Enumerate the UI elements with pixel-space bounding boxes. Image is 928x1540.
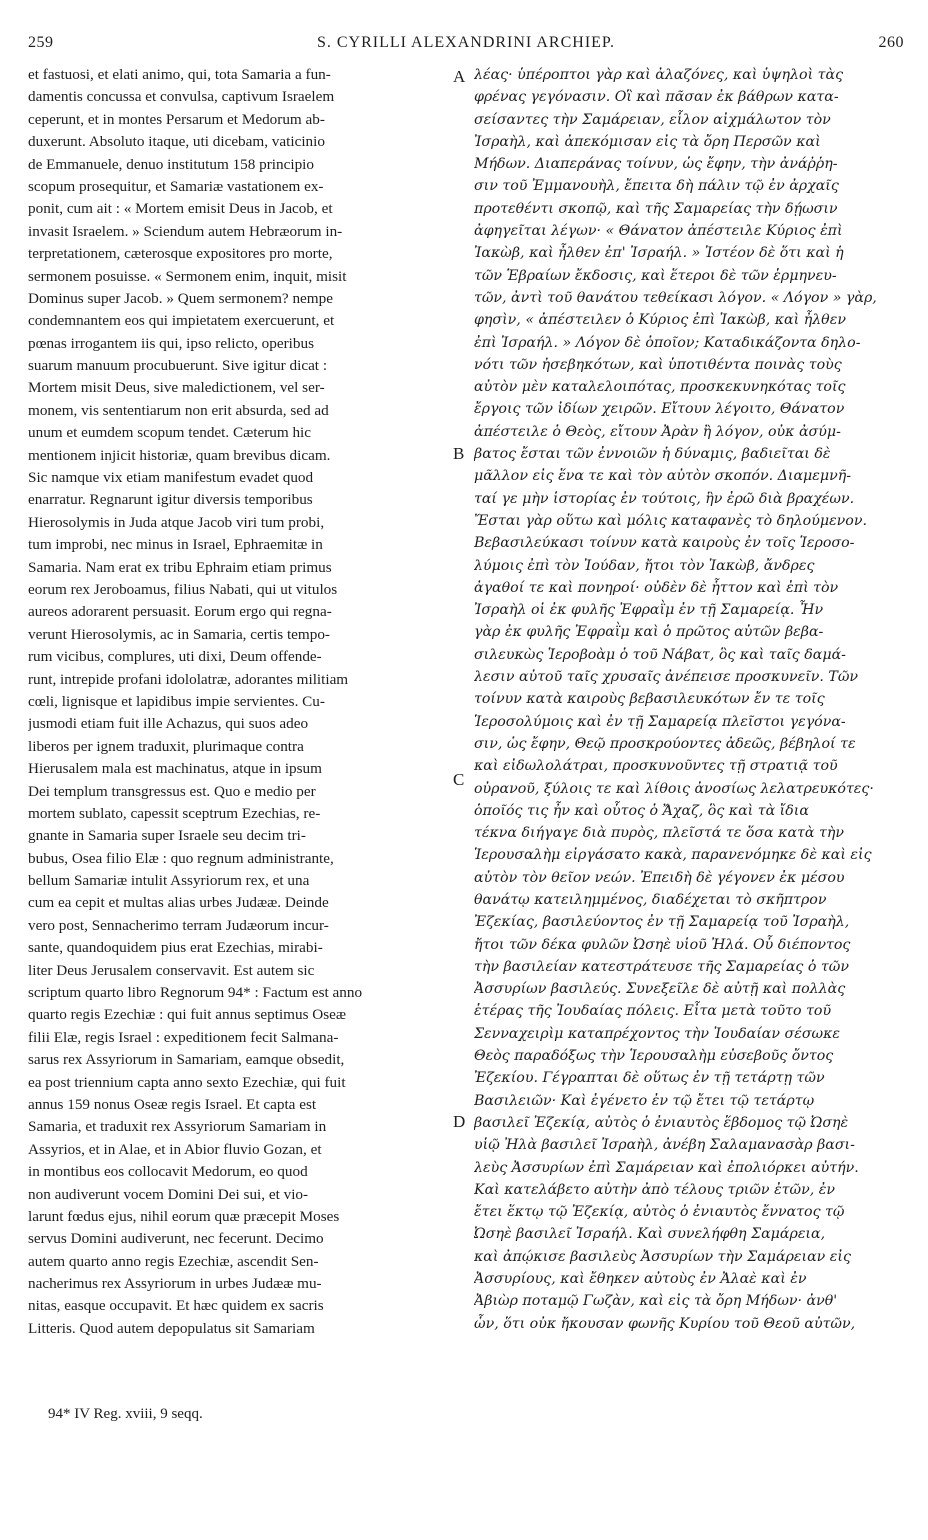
text-line: sante, quandoquidem pius erat Ezechias, mirabi-: [28, 939, 323, 957]
text-line: mentionem injicit historiæ, quam brevibus dicam.: [28, 446, 331, 464]
text-line: Βεβασιλεύκασι τοίνυν κατὰ καιροὺς ἐν τοῖς Ἱεροσο-: [474, 535, 855, 552]
text-line: σιν, ὡς ἔφην, Θεῷ προσκρούοντες ἀδεῶς, βέβηλοί τε: [474, 735, 856, 752]
section-marker-d: D: [453, 1112, 466, 1131]
text-line: nacherimus rex Assyriorum in urbes Judææ mu-: [28, 1275, 322, 1293]
text-line: τοίνυν κατὰ καιροὺς βεβασιλευκότων ἔν τε τοῖς: [474, 691, 825, 708]
text-line: condemnantem eos qui impietatem exercuerunt, et: [28, 312, 335, 330]
text-line: ἀπέστειλε ὁ Θεὸς, εἴτουν Ἀρὰν ἢ λόγον, οὐκ ἀσύμ-: [474, 423, 841, 440]
text-line: liter Deus Jerusalem conservavit. Est autem sic: [28, 961, 315, 979]
text-line: vero post, Sennacherimo terram Judæorum incur-: [28, 916, 329, 934]
text-line: σείσαντες τὴν Σαμάρειαν, εἷλον αἰχμάλωτον τὸν: [474, 111, 831, 128]
text-line: Mortem misit Deus, sive maledictionem, vel ser-: [28, 379, 325, 397]
text-line: λεσιν αὐτοῦ ταῖς χρυσαῖς ἀνέπεισε προσκυνεῖν. Τῶν: [474, 669, 859, 686]
text-line: ὁποῖός τις ἦν καὶ οὗτος ὁ Ἄχαζ, ὃς καὶ τὰ ἴδια: [474, 802, 809, 819]
text-line: monem, vis sententiarum non erit absurda, sed ad: [28, 401, 329, 419]
text-line: Καὶ κατελάβετο αὐτὴν ἀπὸ τέλους τριῶν ἐτῶν, ἐν: [474, 1181, 835, 1198]
text-line: aureos adorarent persuasit. Eorum ergo qui regna-: [28, 603, 332, 621]
text-line: liberos per ignem traduxit, plurimaque contra: [28, 737, 304, 755]
text-line: Dei templum transgressus est. Quo e medio per: [28, 782, 316, 800]
text-line: runt, intrepide profani idololatræ, adorantes militiam: [28, 670, 349, 688]
text-line: rum vicibus, complures, uti dixi, Deum offende-: [28, 648, 322, 666]
text-line: unum et eumdem scopum tendet. Cæterum hic: [28, 424, 312, 442]
text-line: nitas, easque occupavit. Et hæc quidem ex sacris: [28, 1297, 324, 1315]
text-line: damentis concussa et convulsa, captivum Israelem: [28, 88, 335, 106]
text-line: jusmodi etiam fuit ille Achazus, qui suos adeo: [28, 715, 309, 733]
text-line: ἑτέρας τῆς Ἰουδαίας πόλεις. Εἶτα μετὰ τοῦτο τοῦ: [474, 1003, 832, 1020]
text-line: eorum rex Jeroboamus, filius Nabati, qui ut vitulos: [28, 580, 338, 598]
running-header: [28, 34, 904, 60]
text-line: αὐτὸν μὲν καταλελοιπότας, προσκεκυνηκότας τοῖς: [474, 379, 846, 396]
text-line: καὶ εἰδωλολάτραι, προσκυνοῦντες τῇ στρατιᾷ τοῦ: [474, 758, 838, 775]
text-line: duxerunt. Absoluto itaque, uti dicebam, vaticinio: [28, 133, 325, 151]
text-line: Μήδων. Διαπεράνας τοίνυν, ὡς ἔφην, τὴν ἀνάῤῥη-: [474, 156, 838, 173]
text-line: ἔτει ἕκτῳ τῷ Ἐζεκίᾳ, αὐτὸς ὁ ἐνιαυτὸς ἔννατος τῷ: [474, 1204, 845, 1221]
text-line: Ἐζεκίας, βασιλεύοντος ἐν τῇ Σαμαρείᾳ τοῦ Ἰσραὴλ,: [474, 914, 850, 931]
text-line: sarus rex Assyriorum in Samariam, eamque obsedit,: [28, 1051, 345, 1069]
text-line: Sic namque vix etiam manifestum evadet quod: [28, 469, 314, 487]
text-line: quarto regis Ezechiæ : qui fuit annus septimus Oseæ: [28, 1006, 347, 1024]
left-page-number: 259: [28, 34, 54, 51]
text-line: τῶν, ἀντὶ τοῦ θανάτου τεθείκασι λόγον. « Λόγον » γὰρ,: [474, 289, 877, 306]
text-line: scopum prosequitur, et Samariæ vastationem ex-: [28, 177, 324, 195]
text-line: gnante in Samaria super Israele seu decim tri-: [28, 827, 306, 845]
text-line: ea post triennium capta anno sexto Ezechiæ, qui fuit: [28, 1073, 346, 1091]
text-line: bubus, Osea filio Elæ : quo regnum administrante,: [28, 849, 334, 867]
text-line: larunt fœdus ejus, nihil eorum quæ præcepit Moses: [28, 1207, 340, 1225]
text-line: Ἀσσυρίους, καὶ ἔθηκεν αὐτοὺς ἐν Ἀλαὲ καὶ ἐν: [474, 1271, 807, 1288]
text-line: Dominus super Jacob. » Quem sermonem? nempe: [28, 289, 333, 307]
text-line: invasit Israelem. » Sciendum autem Hebræorum in-: [28, 222, 343, 240]
text-line: Βασιλειῶν· Καὶ ἐγένετο ἐν τῷ ἔτει τῷ τετάρτῳ: [474, 1092, 815, 1109]
text-line: λεὺς Ἀσσυρίων ἐπὶ Σαμάρειαν καὶ ἐπολιόρκει αὐτήν.: [474, 1159, 859, 1176]
text-line: μᾶλλον εἰς ἕνα τε καὶ τὸν αὐτὸν σκοπόν. Διαμεμνῆ-: [474, 468, 852, 485]
text-line: scriptum quarto libro Regnorum 94* : Factum est anno: [28, 984, 363, 1002]
footnote: 94* IV Reg. xviii, 9 seqq.: [48, 1406, 203, 1422]
text-line: Ἰακὼβ, καὶ ἦλθεν ἐπ' Ἰσραήλ. » Ἰστέον δὲ ὅτι καὶ ἡ: [474, 245, 844, 262]
text-line: γὰρ ἐκ φυλῆς Ἐφραῒμ καὶ ὁ πρῶτος αὐτῶν βεβα-: [474, 624, 824, 641]
text-line: cœli, lignisque et lapidibus impie servientes. Cu-: [28, 692, 325, 710]
right-page-number: 260: [878, 34, 904, 51]
text-line: bellum Samariæ intulit Assyriorum rex, et una: [28, 872, 310, 890]
text-line: Samaria, et traduxit rex Assyriorum Samariam in: [28, 1118, 327, 1136]
text-line: Ἰσραὴλ, καὶ ἀπεκόμισαν εἰς τὰ ὄρη Περσῶν καὶ: [474, 133, 821, 150]
text-line: ἔργοις τῶν ἰδίων χειρῶν. Εἴτουν λέγοιτο, Θάνατον: [474, 401, 845, 418]
text-line: αὐτὸν τὸν θεῖον νεών. Ἐπειδὴ δὲ γέγονεν ἐκ μέσου: [474, 869, 845, 886]
text-line: cum ea cepit et multas alias urbes Judææ. Deinde: [28, 894, 329, 912]
text-line: βασιλεῖ Ἐζεκίᾳ, αὐτὸς ὁ ἐνιαυτὸς ἕβδομος τῷ Ὠσηὲ: [474, 1114, 849, 1131]
text-line: οὐρανοῦ, ξύλοις τε καὶ λίθοις ἀνοσίως λελατρευκότες·: [474, 780, 874, 797]
text-line: de Emmanuele, denuo institutum 158 principio: [28, 155, 314, 173]
text-line: mortem sublato, capessit sceptrum Ezechias, re-: [28, 804, 321, 822]
text-line: προτεθέντι σκοπῷ, καὶ τῆς Σαμαρείας τὴν δῄωσιν: [474, 200, 838, 217]
text-line: ὧν, ὅτι οὐκ ἤκουσαν φωνῆς Κυρίου τοῦ Θεοῦ αὐτῶν,: [474, 1315, 856, 1332]
text-line: terpretationem, cæterosque expositores pro morte,: [28, 245, 333, 263]
text-line: filii Elæ, regis Israel : expeditionem fecit Salmana-: [28, 1028, 339, 1046]
text-line: ἤτοι τῶν δέκα φυλῶν Ὠσηὲ υἱοῦ Ἠλά. Οὗ διέποντος: [474, 936, 851, 953]
text-line: pœnas irrogantem iis qui, ipso relicto, operibus: [28, 334, 314, 352]
text-line: autem quarto anno regis Ezechiæ, ascendit Sen-: [28, 1252, 319, 1270]
text-line: sermonem posuisse. « Sermonem enim, inquit, misit: [28, 267, 347, 285]
text-line: Ὠσηὲ βασιλεῖ Ἰσραήλ. Καὶ συνελήφθη Σαμάρεια,: [474, 1226, 826, 1243]
text-line: τῶν Ἑβραίων ἔκδοσις, καὶ ἕτεροι δὲ τῶν ἑρμηνευ-: [474, 267, 837, 284]
text-line: Ἱερουσαλὴμ εἰργάσατο κακὰ, παρανενόμηκε δὲ καὶ εἰς: [474, 847, 872, 864]
text-line: annus 159 nonus Oseæ regis Israel. Et capta est: [28, 1095, 317, 1113]
text-line: Litteris. Quod autem depopulatus sit Samariam: [28, 1319, 315, 1337]
greek-column: [474, 64, 904, 1335]
text-line: θανάτῳ κατειλημμένος, διαδέχεται τὸ σκῆπτρον: [474, 891, 827, 908]
text-line: Assyrios, et in Alae, et in Abior fluvio Gozan, et: [28, 1140, 322, 1158]
text-line: enarratur. Regnarunt igitur diversis temporibus: [28, 491, 313, 509]
text-line: suarum manuum procubuerunt. Sive igitur dicat :: [28, 357, 328, 375]
text-line: Θεὸς παραδόξως τὴν Ἱερουσαλὴμ εὐσεβοῦς ὄντος: [474, 1048, 834, 1065]
text-line: Hierosolymis in Juda atque Jacob viri tum probi,: [28, 513, 325, 531]
section-marker-c: C: [453, 770, 465, 789]
text-line: verunt Hierosolymis, ac in Samaria, certis tempo-: [28, 625, 330, 643]
text-line: Ἀσσυρίων βασιλεύς. Συνεξεῖλε δὲ αὐτῇ καὶ πολλὰς: [474, 981, 846, 998]
text-line: τὴν βασιλείαν κατεστράτευσε τῆς Σαμαρείας ὁ τῶν: [474, 958, 849, 975]
text-line: et fastuosi, et elati animo, qui, tota Samaria a fun-: [28, 66, 331, 83]
text-line: βατος ἔσται τῶν ἐννοιῶν ἡ δύναμις, βαδιεῖται δὲ: [474, 446, 831, 463]
text-line: non audiverunt vocem Domini Dei sui, et vio-: [28, 1185, 309, 1203]
text-line: λέας· ὑπέροπτοι γὰρ καὶ ἀλαζόνες, καὶ ὑψηλοὶ τὰς: [474, 67, 844, 83]
text-line: σιν τοῦ Ἐμμανουὴλ, ἔπειτα δὴ πάλιν τῷ ἐν ἀρχαῖς: [474, 178, 839, 195]
latin-column: [28, 64, 446, 1340]
text-line: ἀγαθοί τε καὶ πονηροί· οὐδὲν δὲ ἧττον καὶ ἐπὶ τὸν: [474, 579, 839, 596]
running-title: S. CYRILLI ALEXANDRINI ARCHIEP.: [316, 34, 616, 51]
text-line: Ἀβιὼρ ποταμῷ Γωζὰν, καὶ εἰς τὰ ὄρη Μήδων· ἀνθ': [474, 1293, 838, 1310]
text-line: σιλευκὼς Ἱεροβοὰμ ὁ τοῦ Νάβατ, ὃς καὶ ταῖς δαμά-: [474, 646, 846, 663]
text-line: νότι τῶν ἠσεβηκότων, καὶ ὑποτιθέντα ποινὰς τοὺς: [474, 356, 842, 373]
text-line: Σενναχειρὶμ καταπρέχοντος τὴν Ἰουδαίαν σέσωκε: [474, 1025, 840, 1042]
text-line: servus Domini audiverunt, nec fecerunt. Decimo: [28, 1230, 324, 1248]
text-line: Ἱεροσολύμοις καὶ ἐν τῇ Σαμαρείᾳ πλεῖστοι γεγόνα-: [474, 713, 846, 730]
text-line: Ἔσται γὰρ οὕτω καὶ μόλις καταφανὲς τὸ δηλούμενον.: [474, 512, 867, 529]
text-line: Ἰσραὴλ οἱ ἐκ φυλῆς Ἐφραῒμ ἐν τῇ Σαμαρείᾳ. Ἦν: [474, 602, 824, 619]
text-line: Samaria. Nam erat ex tribu Ephraim etiam primus: [28, 558, 332, 576]
text-line: υἱῷ Ἠλὰ βασιλεῖ Ἰσραὴλ, ἀνέβη Σαλαμανασὰρ βασι-: [474, 1137, 855, 1154]
text-line: φησὶν, « ἀπέστειλεν ὁ Κύριος ἐπὶ Ἰακὼβ, καὶ ἦλθεν: [474, 312, 846, 329]
text-line: ponit, cum ait : « Mortem emisit Deus in Jacob, et: [28, 200, 333, 218]
text-line: in montibus eos collocavit Medorum, eo quod: [28, 1163, 308, 1181]
text-line: ἀφηγεῖται λέγων· « Θάνατον ἀπέστειλε Κύριος ἐπὶ: [474, 223, 843, 240]
text-line: ταί γε μὴν ἱστορίας ἐν τούτοις, ἣν ἐρῶ διὰ βραχέων.: [474, 490, 855, 507]
text-line: Ἐζεκίου. Γέγραπται δὲ οὕτως ἐν τῇ τετάρτῃ τῶν: [474, 1070, 825, 1087]
text-line: tum improbi, nec minus in Israel, Ephraemitæ in: [28, 536, 323, 554]
text-line: ἐπὶ Ἰσραήλ. » Λόγον δὲ ὁποῖον; Καταδικάζοντα δηλο-: [474, 334, 861, 351]
text-line: Hierusalem mala est machinatus, atque in ipsum: [28, 760, 322, 778]
section-marker-b: B: [453, 444, 465, 463]
text-line: φρένας γεγόνασιν. Οἳ καὶ πᾶσαν ἐκ βάθρων κατα-: [474, 89, 839, 106]
text-line: καὶ ἀπῴκισε βασιλεὺς Ἀσσυρίων τὴν Σαμάρειαν εἰς: [474, 1248, 851, 1265]
text-line: λύμοις ἐπὶ τὸν Ἰούδαν, ἤτοι τὸν Ἰακὼβ, ἄνδρες: [474, 557, 815, 574]
section-marker-a: A: [453, 67, 466, 86]
text-line: ceperunt, et in montes Persarum et Medorum ab-: [28, 110, 325, 128]
text-line: τέκνα διήγαγε διὰ πυρὸς, πλεῖστά τε ὅσα κατὰ τὴν: [474, 825, 844, 842]
